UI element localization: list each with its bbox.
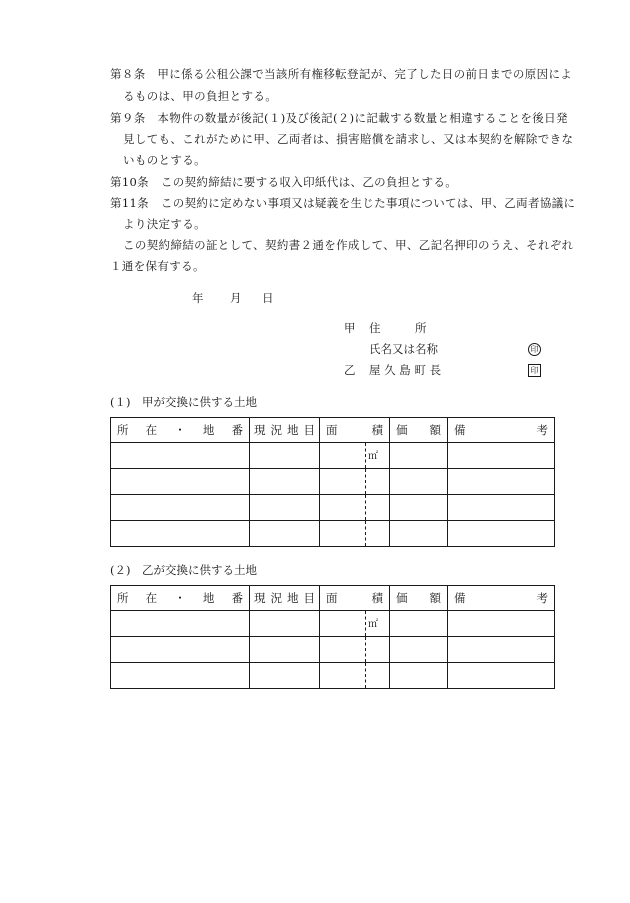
- closing-line-2: １通を保有する。: [110, 259, 205, 273]
- seal-round-icon: [528, 341, 541, 356]
- header-char: 積: [371, 423, 383, 437]
- cell-price[interactable]: [390, 521, 448, 547]
- header-char: 面: [326, 591, 338, 605]
- header-char: 地: [287, 423, 299, 437]
- header-char: 地: [202, 591, 215, 605]
- table-row: [111, 611, 555, 637]
- table-row: [111, 469, 555, 495]
- header-area: [320, 586, 390, 611]
- clause-11-line-2: より決定する。: [123, 217, 206, 231]
- cell-current-use[interactable]: [250, 495, 320, 521]
- header-char: 在: [145, 423, 158, 437]
- cell-remarks[interactable]: [448, 637, 555, 663]
- cell-price[interactable]: [390, 611, 448, 637]
- cell-location[interactable]: [111, 469, 250, 495]
- header-remarks: [448, 586, 555, 611]
- header-char: 目: [303, 591, 315, 605]
- land-table-2: [110, 585, 555, 689]
- header-char: 額: [429, 591, 441, 605]
- cell-area[interactable]: [320, 443, 390, 469]
- clause-10-line-1: 第10条 この契約締結に要する収入印紙代は、乙の負担とする。: [110, 175, 458, 189]
- seal-square-icon: [528, 362, 541, 377]
- cell-area[interactable]: [320, 469, 390, 495]
- table-header-row: [111, 418, 555, 443]
- header-current-use: [250, 418, 320, 443]
- cell-price[interactable]: [390, 469, 448, 495]
- header-char: ・: [174, 591, 186, 605]
- cell-current-use[interactable]: [250, 663, 320, 689]
- cell-location[interactable]: [111, 521, 250, 547]
- header-char: 積: [371, 591, 383, 605]
- header-char: 番: [231, 591, 243, 605]
- table-1-title: (１) 甲が交換に供する土地: [110, 395, 257, 409]
- land-table-1: [110, 417, 555, 547]
- otsu-name: 屋 久 島 町 長: [369, 363, 442, 377]
- cell-location[interactable]: [111, 637, 250, 663]
- seal-square-text: 印: [528, 364, 541, 377]
- cell-remarks[interactable]: [448, 521, 555, 547]
- header-char: 考: [536, 423, 548, 437]
- header-char: 所: [117, 591, 129, 605]
- clause-11-line-1: 第11条 この契約に定めない事項又は疑義を生じた事項については、甲、乙両者協議に: [110, 196, 576, 210]
- header-char: 考: [536, 591, 548, 605]
- cell-area[interactable]: [320, 495, 390, 521]
- cell-current-use[interactable]: [250, 521, 320, 547]
- name-label: 氏名又は名称: [369, 342, 438, 356]
- header-remarks: [448, 418, 555, 443]
- cell-location[interactable]: [111, 611, 250, 637]
- address-label: 住 所: [369, 321, 427, 335]
- header-char: 番: [231, 423, 243, 437]
- header-location: [111, 586, 250, 611]
- cell-current-use[interactable]: [250, 611, 320, 637]
- header-char: 価: [396, 423, 408, 437]
- header-price: [390, 418, 448, 443]
- header-char: ・: [174, 423, 186, 437]
- table-header-row: [111, 586, 555, 611]
- closing-line-1: この契約締結の証として、契約書２通を作成して、甲、乙記名押印のうえ、それぞれ: [123, 238, 574, 252]
- cell-area[interactable]: [320, 637, 390, 663]
- cell-current-use[interactable]: [250, 469, 320, 495]
- header-char: 価: [396, 591, 408, 605]
- cell-location[interactable]: [111, 495, 250, 521]
- cell-current-use[interactable]: [250, 443, 320, 469]
- clause-8-line-1: 第８条 甲に係る公租公課で当該所有権移転登記が、完了した日の前日までの原因によ: [110, 67, 573, 81]
- date-month: 月: [230, 291, 242, 305]
- header-char: 所: [117, 423, 129, 437]
- header-char: 現: [254, 591, 266, 605]
- date-year: 年: [192, 291, 204, 305]
- unit-sqm: ㎡: [368, 619, 378, 630]
- table-row: [111, 443, 555, 469]
- cell-price[interactable]: [390, 637, 448, 663]
- cell-location[interactable]: [111, 663, 250, 689]
- header-char: 況: [270, 591, 282, 605]
- party-ko-label: 甲: [344, 321, 356, 335]
- party-otsu-label: 乙: [344, 363, 356, 377]
- table-row: [111, 521, 555, 547]
- cell-remarks[interactable]: [448, 469, 555, 495]
- unit-sqm: ㎡: [368, 451, 378, 462]
- header-char: 地: [287, 591, 299, 605]
- date-day: 日: [262, 291, 274, 305]
- header-char: 備: [454, 423, 466, 437]
- table-row: [111, 663, 555, 689]
- clause-9-line-1: 第９条 本物件の数量が後記(１)及び後記(２)に記載する数量と相違することを後日発: [110, 111, 568, 125]
- header-current-use: [250, 586, 320, 611]
- clause-9-line-3: いものとする。: [123, 153, 206, 167]
- header-area: [320, 418, 390, 443]
- header-price: [390, 586, 448, 611]
- cell-remarks[interactable]: [448, 611, 555, 637]
- cell-area[interactable]: [320, 611, 390, 637]
- cell-price[interactable]: [390, 663, 448, 689]
- cell-remarks[interactable]: [448, 495, 555, 521]
- cell-remarks[interactable]: [448, 663, 555, 689]
- cell-price[interactable]: [390, 443, 448, 469]
- table-2-title: (２) 乙が交換に供する土地: [110, 563, 257, 577]
- header-char: 況: [270, 423, 282, 437]
- header-char: 地: [202, 423, 215, 437]
- cell-remarks[interactable]: [448, 443, 555, 469]
- table-row: [111, 637, 555, 663]
- header-char: 目: [303, 423, 315, 437]
- table-row: [111, 495, 555, 521]
- header-location: [111, 418, 250, 443]
- clause-8-line-2: るものは、甲の負担とする。: [123, 89, 278, 103]
- header-char: 額: [429, 423, 441, 437]
- cell-area[interactable]: [320, 521, 390, 547]
- seal-round-text: 印: [528, 343, 541, 356]
- header-char: 在: [145, 591, 158, 605]
- header-char: 面: [326, 423, 338, 437]
- cell-price[interactable]: [390, 495, 448, 521]
- header-char: 現: [254, 423, 266, 437]
- cell-current-use[interactable]: [250, 637, 320, 663]
- header-char: 備: [454, 591, 466, 605]
- clause-9-line-2: 見しても、これがために甲、乙両者は、損害賠償を請求し、又は本契約を解除できな: [123, 132, 574, 146]
- cell-area[interactable]: [320, 663, 390, 689]
- cell-location[interactable]: [111, 443, 250, 469]
